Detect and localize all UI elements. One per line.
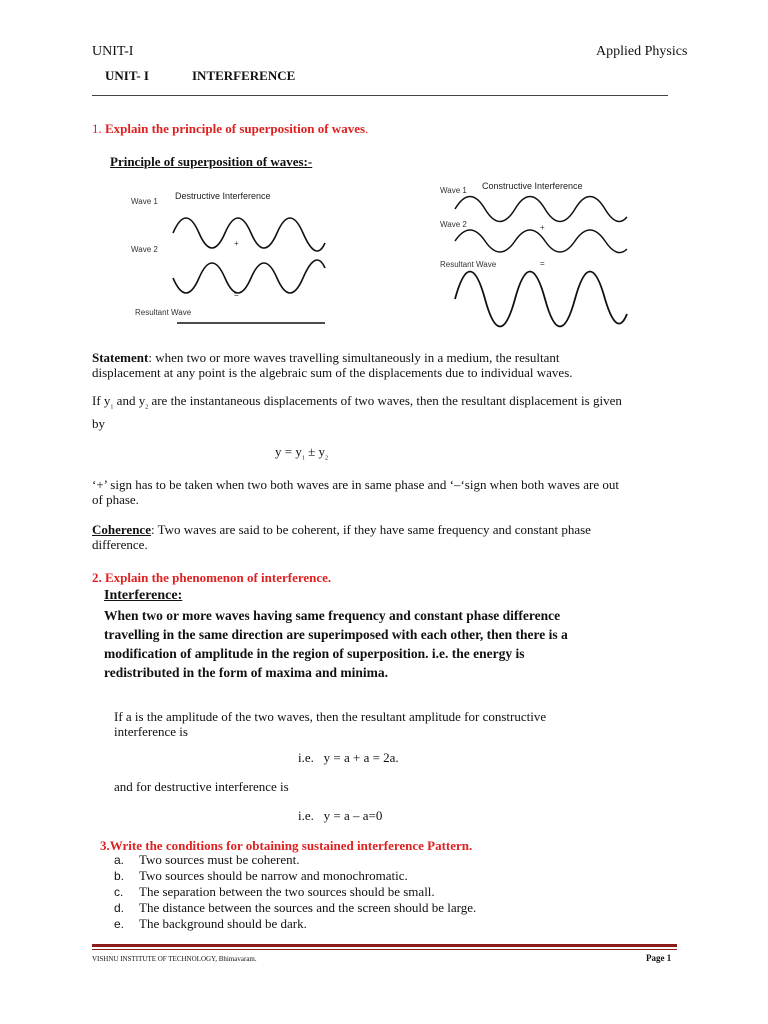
definition-line2: travelling in the same direction are superimposed with each other, then there is a — [104, 627, 568, 642]
q1-question-end: . — [365, 121, 369, 136]
conditions-list — [114, 852, 674, 932]
list-item — [114, 900, 674, 916]
figure-right-title: Constructive Interference — [482, 181, 583, 191]
coherence-label: Coherence — [92, 522, 151, 537]
q1-subheading: Principle of superposition of waves:- — [110, 154, 313, 169]
figure-left-plus: + — [234, 239, 239, 248]
statement-label: Statement — [92, 350, 149, 365]
displacement-paragraph — [92, 393, 682, 431]
q2-subheading: Interference: — [104, 588, 183, 603]
q1-heading — [92, 121, 368, 136]
list-letter: d. — [114, 901, 125, 915]
destructive-text: and for destructive interference is — [114, 779, 289, 794]
definition-line3: modification of amplitude in the region of superposition. i.e. the energy is — [104, 646, 525, 661]
header-left: UNIT-I — [92, 44, 134, 59]
list-item — [114, 868, 674, 884]
interference-definition — [104, 606, 664, 682]
equation-sub1: 1 — [301, 455, 305, 462]
list-text: The background should be dark. — [139, 916, 307, 931]
coherence-paragraph — [92, 522, 682, 552]
definition-line1: When two or more waves having same frequency and constant phase difference — [104, 608, 561, 623]
figure-right-resultant-label: Resultant Wave — [440, 260, 497, 269]
displacement-sub2: 2 — [145, 404, 149, 411]
displacement-text-a: If y — [92, 393, 111, 408]
list-text: The separation between the two sources should be small. — [139, 884, 435, 899]
header-rule — [92, 95, 668, 96]
list-item — [114, 884, 674, 900]
list-item — [114, 852, 674, 868]
equation-sub2: 2 — [324, 455, 328, 462]
figure-right-equals: = — [540, 259, 545, 268]
statement-paragraph — [92, 350, 672, 380]
displacement-sub1: 1 — [110, 404, 114, 411]
amplitude-paragraph — [114, 709, 674, 739]
displacement-text-b: and y — [113, 393, 146, 408]
coherence-line2: difference. — [92, 537, 148, 552]
figure-left-title: Destructive Interference — [175, 191, 271, 201]
figure-left-resultant-label: Resultant Wave — [135, 308, 192, 317]
list-item — [114, 916, 674, 932]
statement-line2: displacement at any point is the algebraic sum of the displacements due to individual waves. — [92, 365, 573, 380]
sign-note-line1: ‘+’ sign has to be taken when two both waves are in same phase and ‘–‘sign when both waves are out — [92, 477, 619, 492]
list-letter: e. — [114, 917, 125, 931]
superposition-equation — [275, 444, 328, 467]
unit-label: UNIT- I — [105, 68, 149, 83]
equation-part-b: ± y — [304, 444, 325, 459]
footer-page-number: Page 1 — [646, 953, 672, 963]
list-letter: b. — [114, 869, 125, 883]
destructive-interference-figure — [125, 183, 330, 328]
statement-line1: : when two or more waves travelling simultaneously in a medium, the resultant — [148, 350, 560, 365]
sign-note-paragraph — [92, 477, 682, 507]
q2-heading: 2. Explain the phenomenon of interference. — [92, 570, 332, 585]
figure-left-equals: = — [234, 290, 239, 299]
footer-rule-thin — [92, 949, 677, 950]
amplitude-line2: interference is — [114, 724, 188, 739]
unit-title: INTERFERENCE — [192, 68, 296, 83]
footer-rule-thick — [92, 944, 677, 947]
destructive-equation: i.e. y = a – a=0 — [298, 808, 383, 823]
figure-left-wave2-label: Wave 2 — [131, 245, 158, 254]
figure-right-plus: + — [540, 223, 545, 232]
footer-institute: VISHNU INSTITUTE OF TECHNOLOGY, Bhimavaram. — [92, 955, 257, 963]
list-letter: c. — [114, 885, 124, 899]
q1-number: 1. — [92, 121, 102, 136]
q3-heading: 3.Write the conditions for obtaining sustained interference Pattern. — [100, 838, 473, 853]
displacement-line2: by — [92, 415, 105, 431]
definition-line4: redistributed in the form of maxima and minima. — [104, 665, 388, 680]
list-letter: a. — [114, 853, 125, 867]
figure-right-wave2-label: Wave 2 — [440, 220, 467, 229]
header-right: Applied Physics — [596, 44, 688, 59]
displacement-text-c: are the instantaneous displacements of two waves, then the resultant displacement is given — [148, 393, 622, 408]
figure-left-wave1-label: Wave 1 — [131, 197, 158, 206]
coherence-line1: : Two waves are said to be coherent, if they have same frequency and constant phase — [150, 522, 591, 537]
amplitude-line1: If a is the amplitude of the two waves, then the resultant amplitude for constructive — [114, 709, 547, 724]
constructive-equation: i.e. y = a + a = 2a. — [298, 750, 399, 765]
constructive-interference-figure — [437, 179, 630, 329]
sign-note-line2: of phase. — [92, 492, 139, 507]
list-text: The distance between the sources and the screen should be large. — [139, 900, 477, 915]
figure-right-wave1-label: Wave 1 — [440, 186, 467, 195]
equation-part-a: y = y — [275, 444, 302, 459]
list-text: Two sources should be narrow and monochromatic. — [139, 868, 408, 883]
q1-question: Explain the principle of superposition of waves — [105, 121, 366, 136]
list-text: Two sources must be coherent. — [139, 852, 300, 867]
